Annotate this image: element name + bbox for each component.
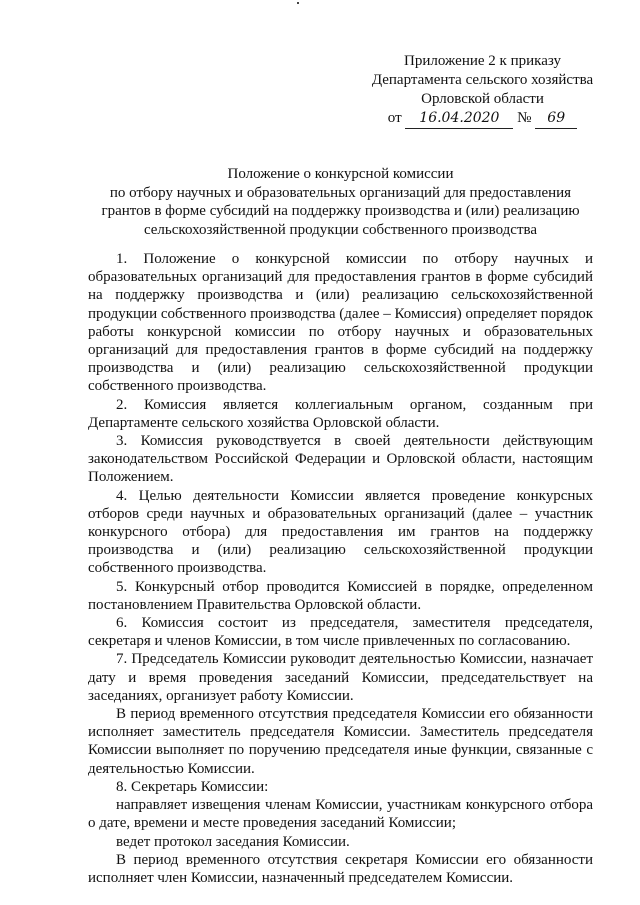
title-line-3: грантов в форме субсидий на поддержку производства и (или) реализацию	[101, 203, 580, 219]
appendix-line-2: Департамента сельского хозяйства	[371, 72, 594, 88]
title-line-1: Положение о конкурсной комиссии	[227, 166, 454, 182]
paragraph-5: 5. Конкурсный отбор проводится Комиссией в порядке, определенном постановлением Правительства Орловской области.	[88, 578, 593, 613]
appendix-line-1: Приложение 2 к приказу	[404, 53, 561, 69]
paragraph-8-item-1: направляет извещения членам Комиссии, участникам конкурсного отбора о дате, времени и месте проведения заседаний Комиссии;	[88, 797, 593, 832]
order-date-line	[355, 109, 610, 129]
document-body	[88, 250, 593, 887]
appendix-header	[355, 52, 610, 129]
handwritten-number: 69	[535, 109, 577, 129]
document-title	[88, 165, 593, 239]
paragraph-3: 3. Комиссия руководствуется в своей деятельности действующим законодательством Российской Федерации и Орловской области, настоящим Положением.	[88, 433, 593, 486]
date-prefix: от	[387, 110, 402, 126]
paragraph-8: 8. Секретарь Комиссии:	[116, 778, 269, 795]
title-line-4: сельскохозяйственной продукции собственного производства	[143, 221, 538, 238]
number-sign: №	[517, 110, 532, 126]
paragraph-4: 4. Целью деятельности Комиссии является проведение конкурсных отборов среди научных и образовательных организаций (далее – участник конкурсного отбора) для предоставления им грантов на поддержку производства и (или) реализацию сельскохозяйственной продукции собственного производства.	[88, 487, 593, 577]
paragraph-7-continued: В период временного отсутствия председателя Комиссии его обязанности исполняет заместитель председателя Комиссии. Заместитель председателя Комиссии выполняет по поручению председателя иные функции, связанные с деятельностью Комиссии.	[88, 706, 593, 777]
paragraph-2: 2. Комиссия является коллегиальным органом, созданным при Департаменте сельского хозяйства Орловской области.	[88, 396, 593, 431]
paragraph-8-item-2: ведет протокол заседания Комиссии.	[116, 833, 350, 850]
handwritten-date: 16.04.2020	[405, 109, 513, 129]
scan-mark	[297, 2, 299, 4]
paragraph-1: 1. Положение о конкурсной комиссии по отбору научных и образовательных организаций для предоставления грантов в форме субсидий на поддержку производства и (или) реализацию сельскохозяйственной продукции собственного производства (далее – Комиссия) определяет порядок работы конкурсной комиссии по отбору научных и образовательных организаций для предоставления грантов в форме субсидий на поддержку производства и (или) реализацию сельскохозяйственной продукции собственного производства.	[88, 251, 593, 395]
paragraph-6: 6. Комиссия состоит из председателя, заместителя председателя, секретаря и членов Комиссии, в том числе привлеченных по согласованию.	[88, 615, 593, 650]
title-line-2: по отбору научных и образовательных организаций для предоставления	[109, 184, 572, 201]
appendix-line-3: Орловской области	[421, 91, 544, 107]
paragraph-7: 7. Председатель Комиссии руководит деятельностью Комиссии, назначает дату и время проведения заседаний Комиссии, председательствует на заседаниях, организует работу Комиссии.	[88, 651, 593, 704]
paragraph-8-continued: В период временного отсутствия секретаря Комиссии его обязанности исполняет член Комиссии, назначенный председателем Комиссии.	[88, 851, 593, 886]
